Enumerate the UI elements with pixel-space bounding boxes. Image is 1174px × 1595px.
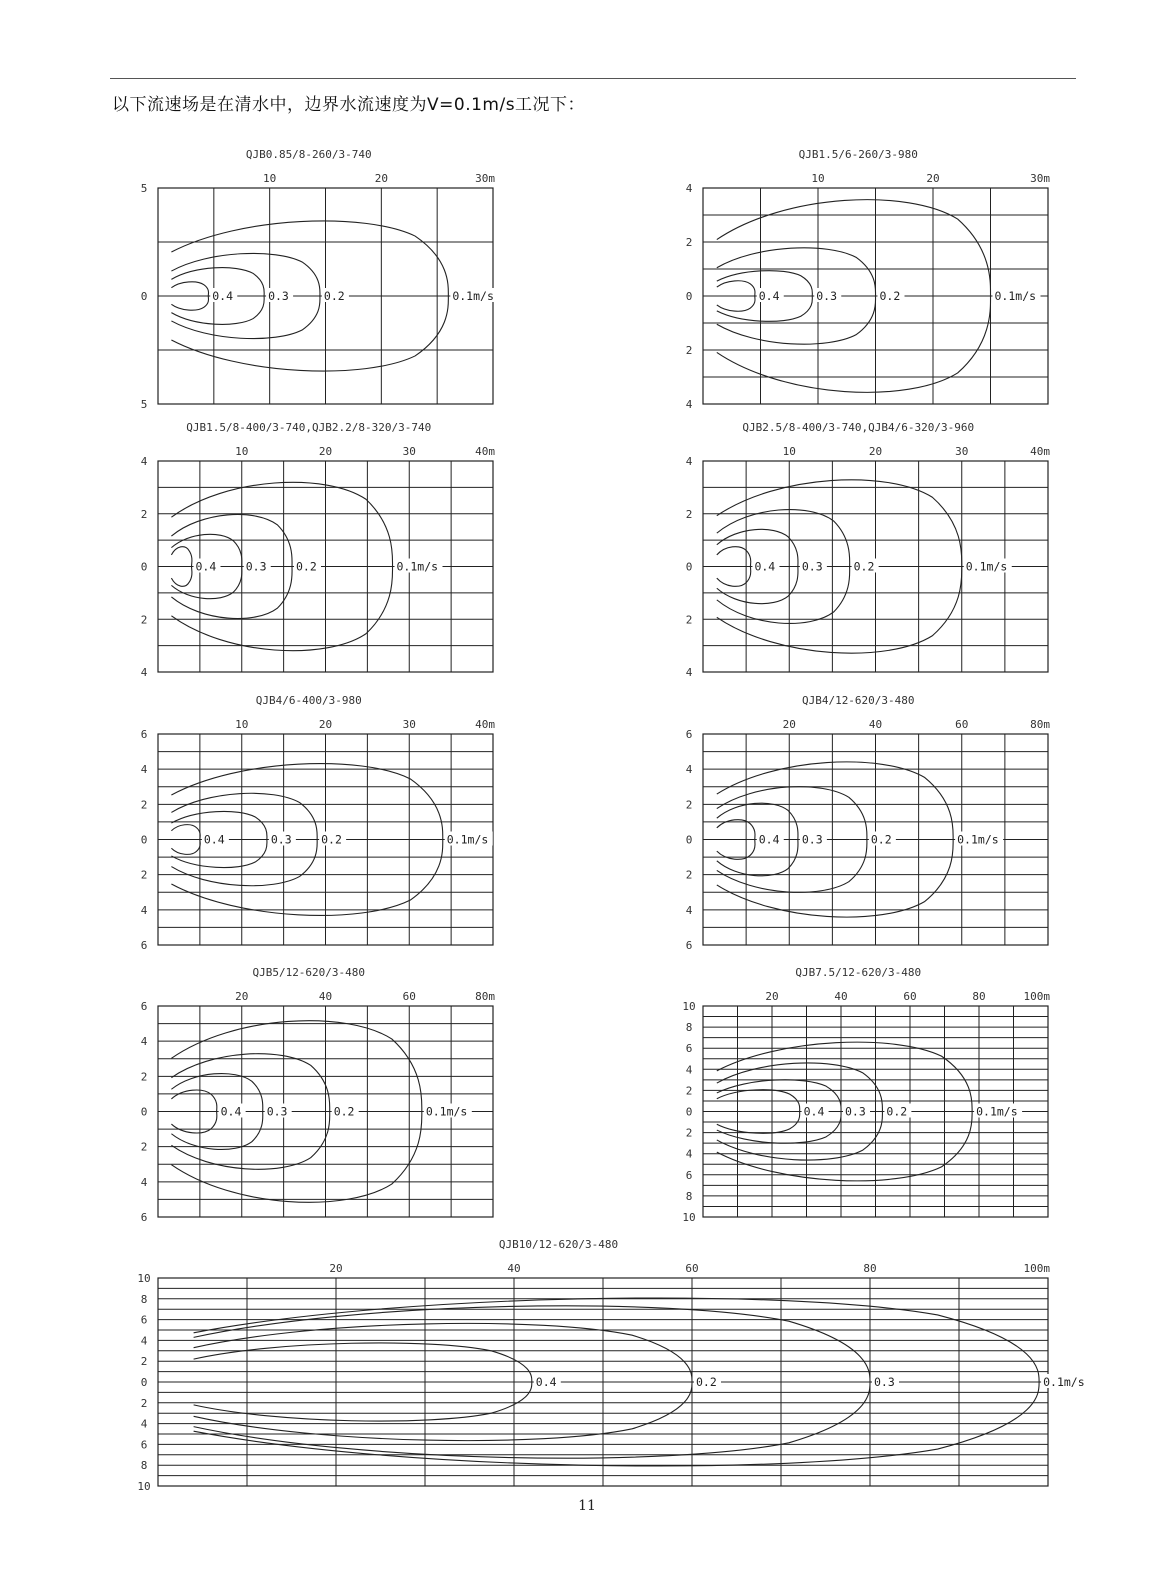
contour-label: 0.3 [245, 559, 267, 574]
y-tick-label: 0 [140, 290, 148, 303]
x-tick-label: 10 [782, 445, 796, 458]
y-tick-label: 8 [685, 1021, 693, 1035]
y-tick-label: 4 [140, 455, 148, 468]
y-tick-label: 4 [140, 1175, 148, 1189]
x-tick-label: 20 [329, 1262, 343, 1275]
x-tick-label: 20 [782, 718, 796, 731]
y-tick-label: 4 [685, 666, 693, 679]
x-tick-label: 60 [903, 990, 917, 1003]
flow-chart-qjb0-85 [110, 142, 520, 412]
y-tick-label: 8 [140, 1292, 148, 1306]
y-tick-label: 0 [685, 1105, 693, 1119]
x-tick-label: 30m [475, 172, 495, 185]
contour-label: 0.2 [879, 289, 901, 303]
chart-title: QJB0.85/8-260/3-740 [245, 148, 372, 161]
contour-label: 0.4 [195, 559, 217, 574]
flow-chart-qjb1-5-8-400 [110, 415, 520, 680]
y-tick-label: 2 [685, 613, 693, 627]
y-tick-label: 2 [685, 236, 693, 249]
x-tick-label: 40 [507, 1262, 521, 1275]
contour-label: 0.1m/s [452, 289, 494, 303]
y-tick-label: 0 [140, 833, 148, 847]
contour-label: 0.4 [803, 1104, 825, 1119]
contour-label: 0.3 [270, 832, 292, 847]
y-tick-label: 6 [140, 728, 148, 741]
y-tick-label: 0 [140, 1105, 148, 1119]
chart-svg [110, 415, 520, 680]
flow-chart-qjb4-6-400 [110, 688, 520, 953]
chart-title: QJB1.5/6-260/3-980 [798, 148, 918, 161]
x-tick-label: 20 [926, 172, 940, 185]
y-tick-label: 2 [140, 1355, 148, 1369]
chart-title: QJB7.5/12-620/3-480 [795, 966, 922, 979]
y-tick-label: 4 [685, 903, 693, 917]
y-tick-label: 0 [685, 560, 693, 574]
contour-label: 0.4 [203, 832, 225, 847]
contour-label: 0.3 [801, 559, 823, 574]
chart-title: QJB10/12-620/3-480 [498, 1238, 619, 1251]
chart-svg [655, 415, 1075, 680]
y-tick-label: 0 [685, 833, 693, 847]
contour-label: 0.3 [801, 832, 823, 847]
y-tick-label: 6 [140, 1211, 148, 1224]
chart-svg [655, 688, 1075, 953]
chart-svg [655, 960, 1075, 1225]
y-tick-label: 4 [140, 903, 148, 917]
y-tick-label: 4 [140, 666, 148, 679]
x-tick-label: 20 [235, 990, 249, 1003]
contour-label: 0.4 [535, 1375, 557, 1389]
y-tick-label: 10 [137, 1272, 151, 1285]
x-tick-label: 40 [868, 718, 883, 731]
flow-chart-qjb2-5-8-400 [655, 415, 1075, 680]
chart-svg [110, 960, 520, 1225]
contour-label: 0.2 [296, 559, 317, 574]
y-tick-label: 8 [685, 1189, 693, 1203]
contour-label: 0.2 [321, 832, 342, 847]
flow-chart-qjb5-12-620 [110, 960, 520, 1225]
y-tick-label: 6 [140, 1438, 148, 1452]
y-tick-label: 10 [682, 1000, 696, 1013]
contour-label: 0.4 [758, 832, 780, 847]
chart-title: QJB1.5/8-400/3-740,QJB2.2/8-320/3-740 [186, 421, 432, 434]
x-tick-label: 40 [834, 990, 848, 1003]
x-tick-label: 60 [402, 990, 416, 1003]
x-tick-label: 20 [765, 990, 779, 1003]
y-tick-label: 6 [140, 1313, 148, 1327]
contour-label: 0.3 [845, 1104, 866, 1119]
chart-title: QJB5/12-620/3-480 [252, 966, 366, 979]
flow-chart-qjb1-5-6-260 [655, 142, 1075, 412]
contour-label: 0.3 [266, 1104, 288, 1119]
page-number: 11 [578, 1498, 596, 1514]
flow-chart-qjb7-5-12-620 [655, 960, 1075, 1225]
x-tick-label: 30 [955, 445, 969, 458]
y-tick-label: 6 [140, 1000, 148, 1013]
flow-chart-qjb4-12-620 [655, 688, 1075, 953]
contour-label: 0.4 [212, 289, 234, 303]
contour-label: 0.1m/s [965, 559, 1008, 574]
x-tick-label: 10 [811, 172, 825, 185]
contour-label: 0.2 [853, 559, 875, 574]
top-rule [110, 78, 1076, 79]
y-tick-label: 6 [685, 1042, 693, 1056]
x-tick-label: 20 [318, 718, 333, 731]
x-tick-label: 30m [1030, 172, 1050, 185]
y-tick-label: 2 [140, 1070, 148, 1084]
y-tick-label: 5 [140, 182, 148, 195]
y-tick-label: 6 [140, 939, 148, 952]
contour-label: 0.4 [758, 289, 780, 303]
y-tick-label: 10 [137, 1480, 151, 1493]
x-tick-label: 30 [402, 718, 416, 731]
y-tick-label: 2 [685, 344, 693, 357]
contour-label: 0.4 [754, 559, 776, 574]
x-tick-label: 80m [1030, 718, 1050, 731]
contour-label: 0.2 [870, 832, 892, 847]
y-tick-label: 2 [140, 613, 148, 627]
y-tick-label: 4 [685, 1147, 693, 1161]
chart-svg [110, 688, 520, 953]
x-tick-label: 30 [402, 445, 416, 458]
contour-label: 0.1m/s [976, 1104, 1018, 1119]
x-tick-label: 40m [475, 718, 495, 731]
y-tick-label: 4 [685, 763, 693, 777]
y-tick-label: 6 [685, 728, 693, 741]
chart-svg [110, 1232, 1085, 1494]
x-tick-label: 40 [318, 990, 333, 1003]
x-tick-label: 60 [685, 1262, 699, 1275]
y-tick-label: 2 [140, 507, 148, 521]
contour-label: 0.2 [323, 289, 345, 303]
x-tick-label: 80m [475, 990, 495, 1003]
contour-label: 0.3 [874, 1375, 895, 1389]
y-tick-label: 4 [685, 455, 693, 468]
y-tick-label: 6 [685, 939, 693, 952]
contour-label: 0.3 [268, 289, 289, 303]
y-tick-label: 0 [685, 290, 693, 303]
y-tick-label: 10 [682, 1211, 696, 1224]
intro-text: 以下流速场是在清水中，边界水流速度为V=0.1m/s工况下： [112, 95, 586, 115]
contour-label: 0.2 [696, 1375, 717, 1389]
chart-svg [655, 142, 1075, 412]
x-tick-label: 10 [235, 445, 249, 458]
y-tick-label: 8 [140, 1459, 148, 1473]
contour-label: 0.1m/s [957, 832, 999, 847]
y-tick-label: 4 [685, 398, 693, 411]
y-tick-label: 2 [685, 868, 693, 882]
y-tick-label: 2 [140, 868, 148, 882]
contour-label: 0.3 [816, 289, 838, 303]
y-tick-label: 2 [685, 1126, 693, 1140]
chart-svg [110, 142, 520, 412]
x-tick-label: 100m [1023, 1262, 1050, 1275]
x-tick-label: 20 [868, 445, 883, 458]
x-tick-label: 80 [863, 1262, 877, 1275]
y-tick-label: 4 [685, 182, 693, 195]
contour-label: 0.1m/s [1043, 1375, 1085, 1389]
y-tick-label: 2 [140, 1140, 148, 1154]
x-tick-label: 20 [374, 172, 388, 185]
x-tick-label: 60 [955, 718, 969, 731]
y-tick-label: 2 [140, 1396, 148, 1410]
y-tick-label: 2 [685, 507, 693, 521]
contour-label: 0.1m/s [994, 289, 1037, 303]
x-tick-label: 40m [1030, 445, 1050, 458]
y-tick-label: 4 [140, 763, 148, 777]
x-tick-label: 10 [263, 172, 277, 185]
y-tick-label: 4 [140, 1417, 148, 1431]
y-tick-label: 4 [685, 1063, 693, 1077]
contour-label: 0.1m/s [425, 1104, 468, 1119]
y-tick-label: 4 [140, 1334, 148, 1348]
y-tick-label: 2 [685, 1084, 693, 1098]
x-tick-label: 100m [1023, 990, 1050, 1003]
y-tick-label: 0 [140, 560, 148, 574]
x-tick-label: 80 [972, 990, 986, 1003]
x-tick-label: 20 [318, 445, 333, 458]
contour-label: 0.1m/s [446, 832, 489, 847]
y-tick-label: 5 [140, 398, 148, 411]
y-tick-label: 0 [140, 1376, 148, 1389]
flow-chart-qjb10-12-620 [110, 1232, 1085, 1494]
contour-label: 0.2 [886, 1104, 908, 1119]
y-tick-label: 2 [140, 798, 148, 812]
x-tick-label: 40m [475, 445, 495, 458]
chart-title: QJB2.5/8-400/3-740,QJB4/6-320/3-960 [742, 421, 975, 434]
chart-title: QJB4/12-620/3-480 [801, 694, 915, 707]
y-tick-label: 4 [140, 1035, 148, 1049]
contour-label: 0.1m/s [396, 559, 439, 574]
contour-label: 0.2 [333, 1104, 355, 1119]
y-tick-label: 2 [685, 798, 693, 812]
contour-label: 0.4 [220, 1104, 242, 1119]
y-tick-label: 6 [685, 1168, 693, 1182]
x-tick-label: 10 [235, 718, 249, 731]
chart-title: QJB4/6-400/3-980 [255, 694, 362, 707]
